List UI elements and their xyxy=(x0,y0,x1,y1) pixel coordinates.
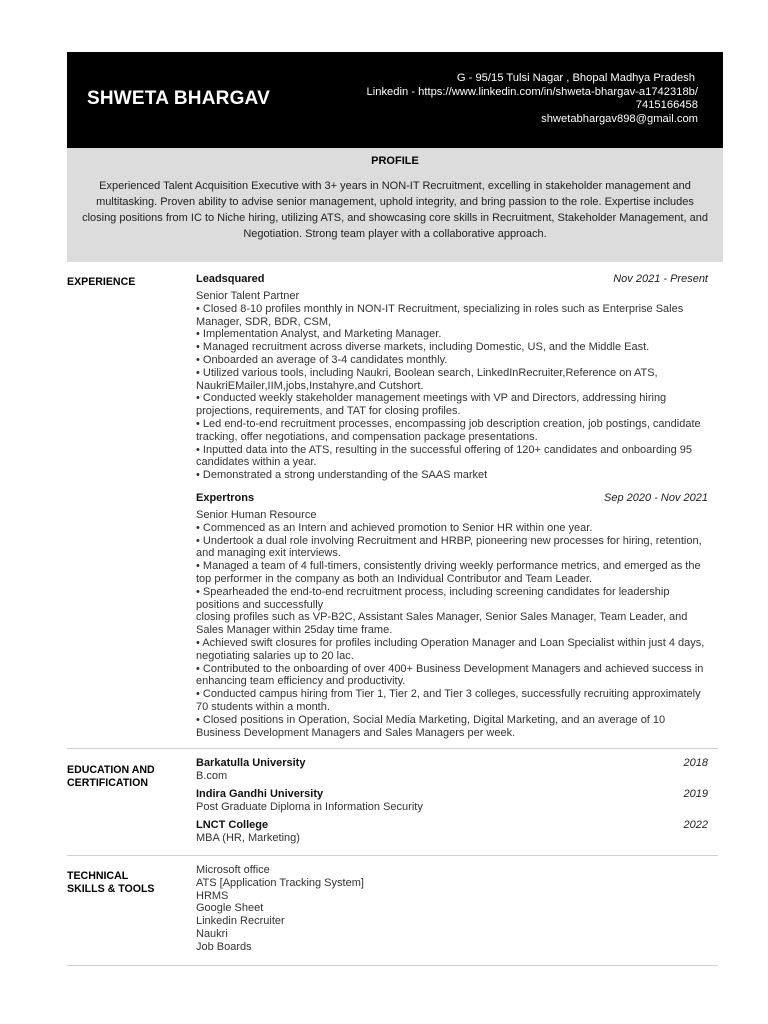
education-label-line: CERTIFICATION xyxy=(67,777,149,789)
job-bullet: • Conducted campus hiring from Tier 1, Tier 2, and Tier 3 colleges, successfully recruiting approximately 70 students within a month. xyxy=(196,688,701,713)
resume-header xyxy=(67,52,723,148)
job-entry xyxy=(196,492,708,739)
job-bullet: • Onboarded an average of 3-4 candidates monthly. xyxy=(196,353,448,366)
profile-summary: Experienced Talent Acquisition Executive with 3+ years in NON-IT Recruitment, excelling in stakeholder management and multitasking. Proven ability to advise senior management, uphold integrity, and bring passion to the role. Expertise includes closing positions from IC to Niche hiring, utilizing ATS, and showcasing core skills in Recruitment, Stakeholder Management, and Negotiation. Strong team player with a collaborative approach. xyxy=(82,180,708,240)
skill-item: Microsoft office xyxy=(196,864,270,876)
email-link[interactable]: shwetabhargav898@gmail.com xyxy=(541,112,698,125)
job-bullet: • Contributed to the onboarding of over 400+ Business Development Managers and achieved success in enhancing team efficiency and productivity. xyxy=(196,662,704,688)
skill-item: ATS [Application Tracking System] xyxy=(196,876,364,889)
job-bullet: • Achieved swift closures for profiles including Operation Manager and Loan Specialist within just 4 days, negotiating salaries up to 20 lac. xyxy=(196,636,705,662)
job-bullet: • Spearheaded the end-to-end recruitment process, including screening candidates for leadership positions and successfully xyxy=(196,585,670,611)
graduation-year: 2022 xyxy=(683,819,708,831)
job-bullet: • Undertook a dual role involving Recruitment and HRBP, pioneering new processes for hiring, retention, and managing exit interviews. xyxy=(196,534,702,560)
profile-section xyxy=(67,148,723,262)
education-entry xyxy=(196,788,708,819)
job-title: Senior Talent Partner xyxy=(196,290,300,302)
job-bullet: • Closed positions in Operation, Social Media Marketing, Digital Marketing, and an average of 10 Business Development Managers and Sales Managers per week. xyxy=(196,713,666,739)
job-bullet: closing profiles such as VP-B2C, Assistant Sales Manager, Senior Sales Manager, Team Leader, and Sales Manager within 25day time frame. xyxy=(196,611,688,637)
phone-number: 7415166458 xyxy=(635,99,698,112)
job-bullet: • Utilized various tools, including Naukri, Boolean search, LinkedInRecruiter,Reference on ATS, NaukriEMailer,IIM,jobs,Instahyre,and Cutshort. xyxy=(196,366,658,392)
skills-label-line: SKILLS & TOOLS xyxy=(67,883,155,895)
section-divider xyxy=(67,855,718,856)
skills-label xyxy=(67,870,187,896)
job-bullet: • Demonstrated a strong understanding of the SAAS market xyxy=(196,469,488,482)
job-company: Expertrons xyxy=(196,491,255,504)
degree: MBA (HR, Marketing) xyxy=(196,832,300,844)
job-company: Leadsquared xyxy=(196,273,265,285)
job-dates: Sep 2020 - Nov 2021 xyxy=(604,491,708,504)
job-description xyxy=(196,290,708,482)
skill-item: HRMS xyxy=(196,889,229,902)
job-bullet: • Managed recruitment across diverse markets, including Domestic, US, and the Middle East. xyxy=(196,341,650,354)
school-name: Indira Gandhi University xyxy=(196,788,324,800)
education-entry xyxy=(196,819,708,850)
graduation-year: 2018 xyxy=(683,757,708,769)
section-divider xyxy=(67,748,718,749)
job-dates: Nov 2021 - Present xyxy=(613,273,708,285)
job-entry xyxy=(196,273,708,482)
skills-label-line: TECHNICAL xyxy=(67,870,129,882)
contact-info xyxy=(278,72,698,126)
education-label-line: EDUCATION AND xyxy=(67,764,155,776)
experience-list xyxy=(196,273,708,739)
skills-list xyxy=(196,864,708,954)
job-bullet: • Led end-to-end recruitment processes, encompassing job description creation, job postings, candidate tracking, offer negotiations, and compensation package presentations. xyxy=(196,417,701,443)
degree: Post Graduate Diploma in Information Security xyxy=(196,801,423,813)
education-entry xyxy=(196,757,708,788)
education-list xyxy=(196,757,708,850)
skill-item: Linkedin Recruiter xyxy=(196,915,285,928)
profile-title: PROFILE xyxy=(371,155,419,167)
graduation-year: 2019 xyxy=(683,788,708,800)
school-name: Barkatulla University xyxy=(196,757,306,769)
job-bullet: • Commenced as an Intern and achieved promotion to Senior HR within one year. xyxy=(196,521,593,534)
candidate-name: SHWETA BHARGAV xyxy=(87,88,270,109)
degree: B.com xyxy=(196,770,228,782)
job-bullet: • Managed a team of 4 full-timers, consistently driving weekly performance metrics, and emerged as the top performer in the company as both an Individual Contributor and Team Leader. xyxy=(196,560,701,585)
job-bullet: • Implementation Analyst, and Marketing Manager. xyxy=(196,328,442,341)
experience-label: EXPERIENCE xyxy=(67,276,136,288)
skill-item: Google Sheet xyxy=(196,902,264,915)
job-description xyxy=(196,509,708,739)
job-bullet: • Closed 8-10 profiles monthly in NON-IT Recruitment, specializing in roles such as Enterprise Sales Manager, SDR, BDR, CSM, xyxy=(196,302,684,328)
skill-item: Naukri xyxy=(196,927,228,940)
address: G - 95/15 Tulsi Nagar , Bhopal Madhya Pradesh xyxy=(456,72,695,84)
linkedin-link[interactable]: Linkedin - https://www.linkedin.com/in/shweta-bhargav-a1742318b/ xyxy=(366,85,698,98)
job-title: Senior Human Resource xyxy=(196,508,317,521)
job-bullet: • Inputted data into the ATS, resulting in the successful offering of 120+ candidates and onboarding 95 candidates within a year. xyxy=(196,443,693,469)
job-bullet: • Conducted weekly stakeholder management meetings with VP and Directors, addressing hiring projections, requirements, and TAT for closing profiles. xyxy=(196,392,667,418)
school-name: LNCT College xyxy=(196,819,269,831)
section-divider xyxy=(67,965,718,966)
education-label xyxy=(67,764,187,790)
skill-item: Job Boards xyxy=(196,940,252,953)
